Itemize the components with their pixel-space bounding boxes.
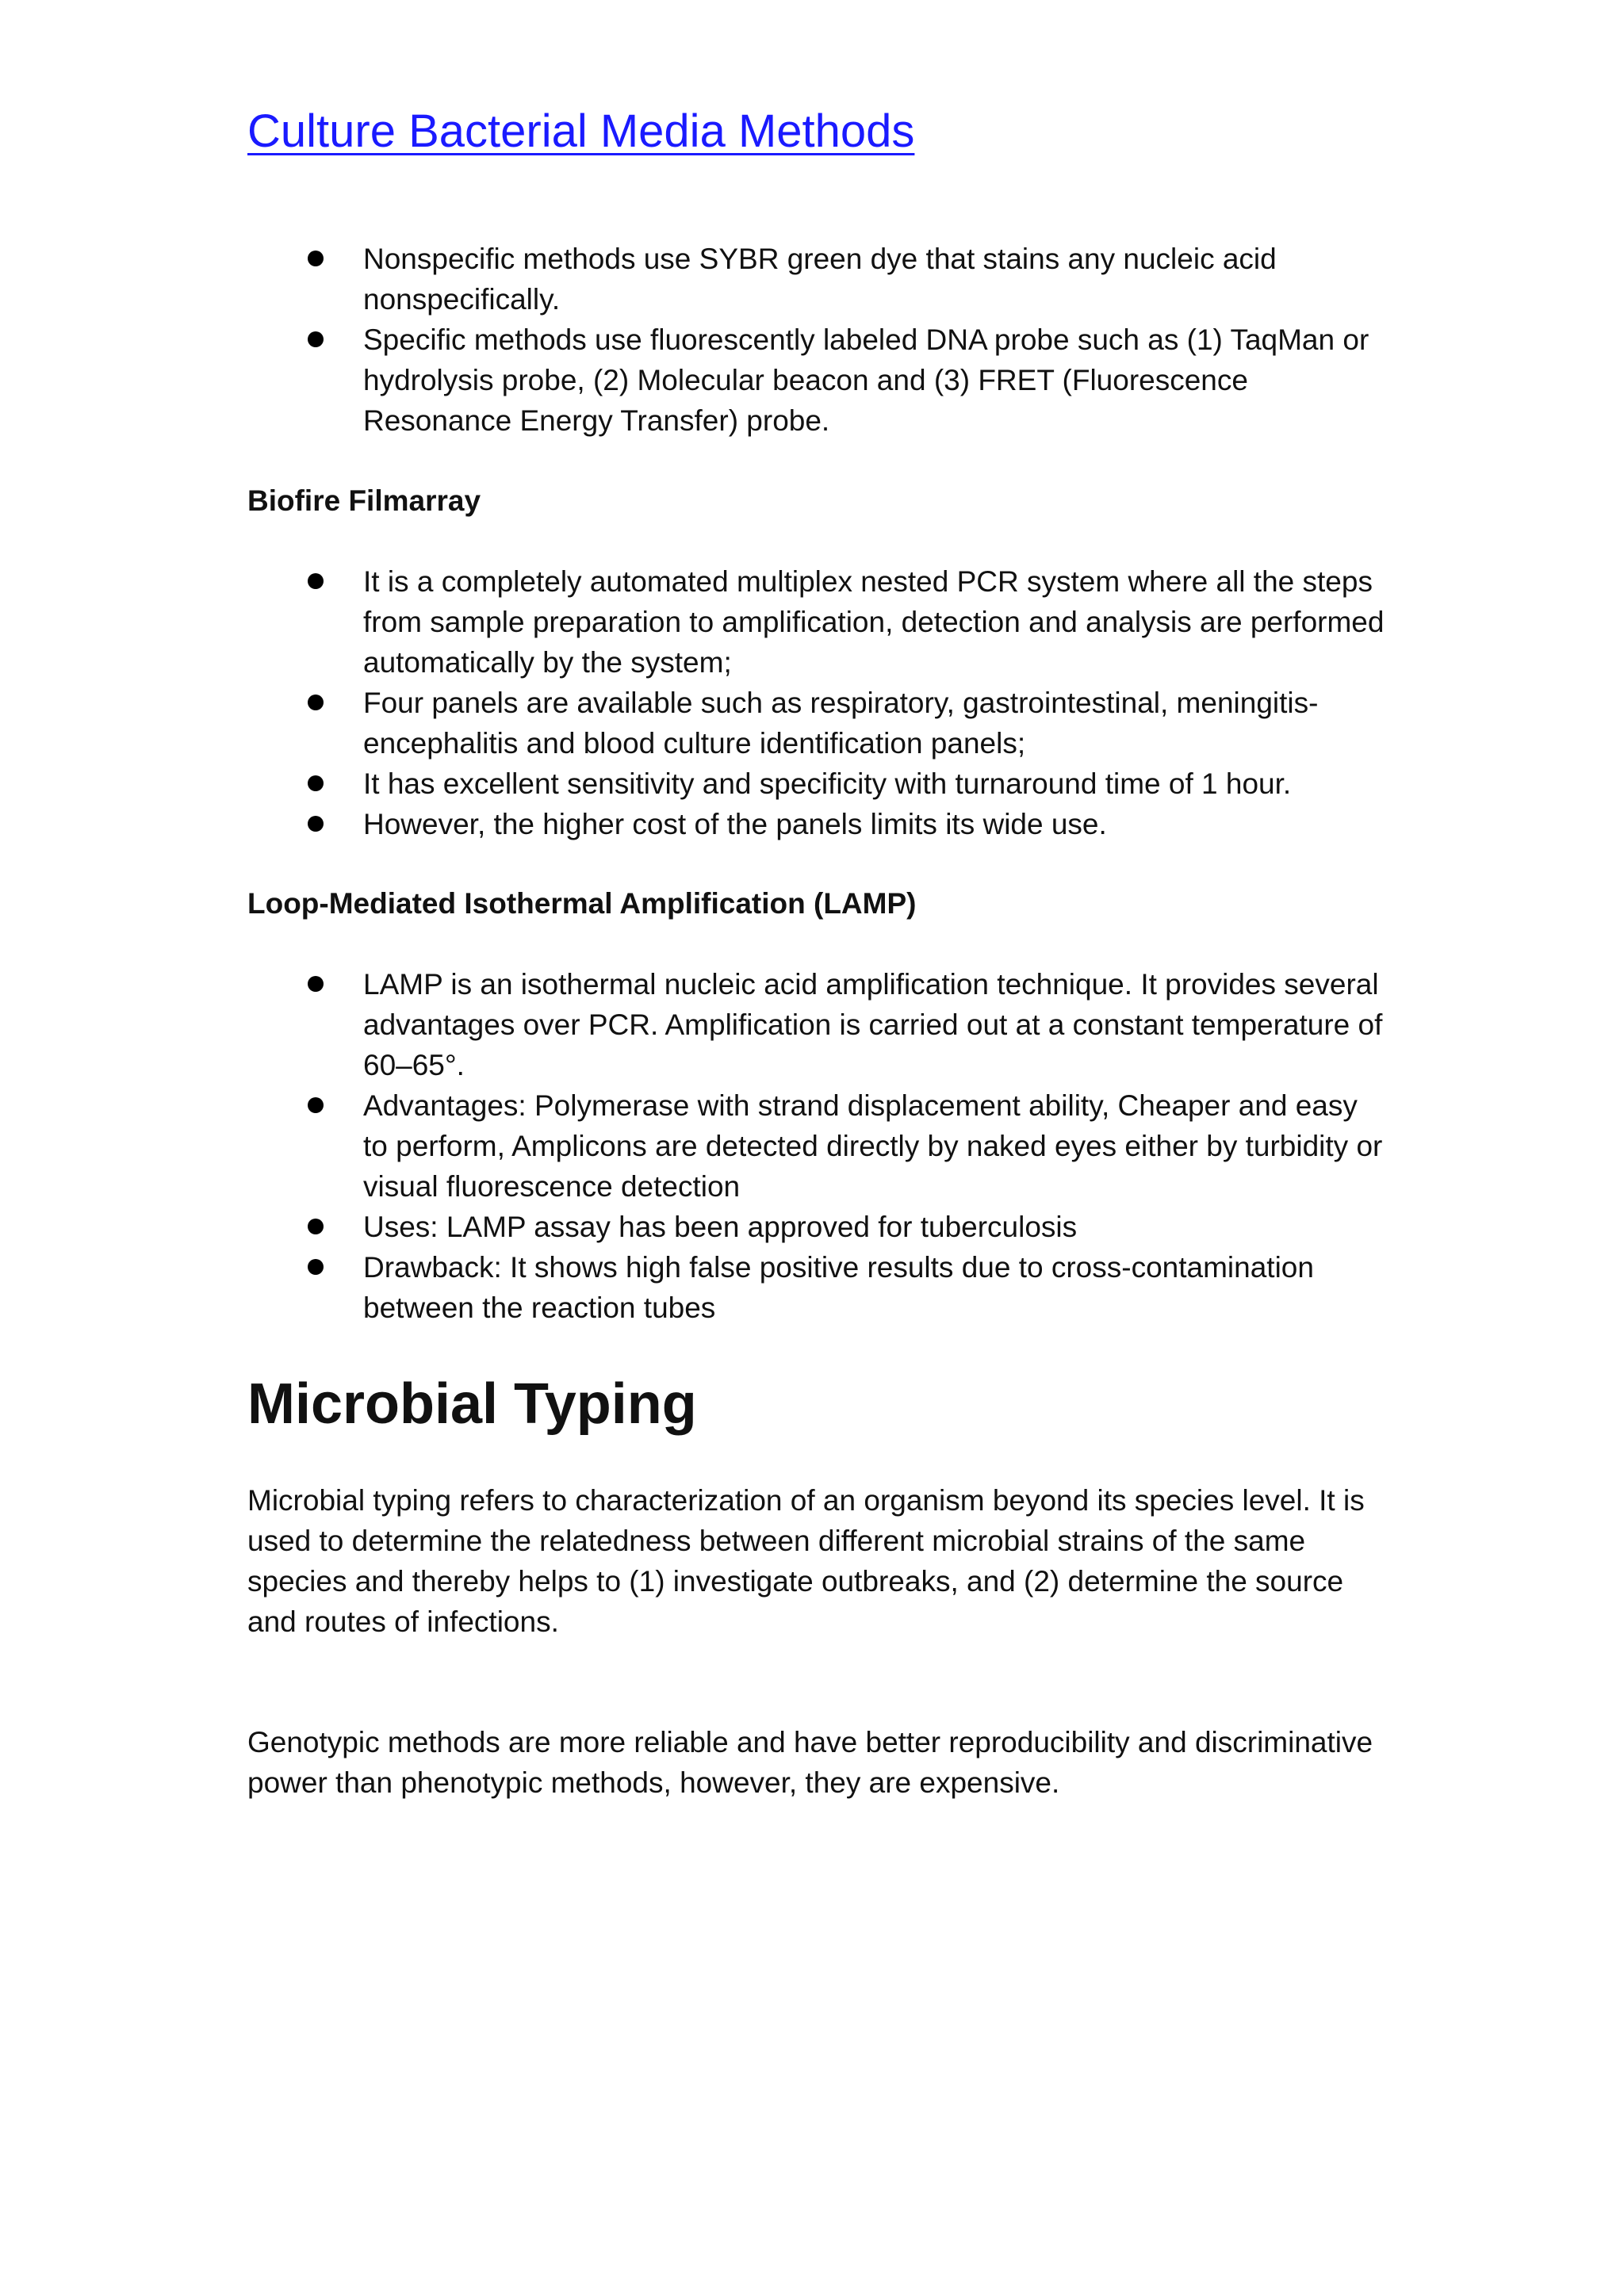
microbial-typing-heading: Microbial Typing: [247, 1372, 697, 1436]
bullet-icon: [308, 976, 324, 992]
list-item: [247, 320, 1386, 441]
bullet-icon: [308, 573, 324, 589]
lamp-list: [247, 964, 1386, 1328]
bullet-icon: [308, 251, 324, 266]
list-item-text: Four panels are available such as respiratory, gastrointestinal, meningitis-encephalitis and blood culture identification panels;: [363, 687, 1319, 760]
list-item-text: However, the higher cost of the panels limits its wide use.: [363, 808, 1107, 840]
list-item: [247, 763, 1386, 804]
genotypic-methods-paragraph: Genotypic methods are more reliable and have better reproducibility and discriminative power than phenotypic methods, however, they are expensive.: [247, 1726, 1373, 1799]
list-item: [247, 683, 1386, 763]
list-item-text: Nonspecific methods use SYBR green dye that stains any nucleic acid nonspecifically.: [363, 243, 1277, 316]
pcr-detection-list: [247, 239, 1386, 441]
list-item: [247, 239, 1386, 320]
biofire-list: [247, 561, 1386, 844]
title-link[interactable]: Culture Bacterial Media Methods: [247, 105, 915, 157]
bullet-icon: [308, 331, 324, 347]
list-item-text: It is a completely automated multiplex nested PCR system where all the steps from sample preparation to amplification, detection and analysis are performed automatically by the system;: [363, 565, 1385, 679]
list-item-text: Specific methods use fluorescently labeled DNA probe such as (1) TaqMan or hydrolysis probe, (2) Molecular beacon and (3) FRET (Fluorescence Resonance Energy Transfer) probe.: [363, 323, 1369, 437]
list-item: [247, 561, 1386, 683]
list-item-text: Advantages: Polymerase with strand displacement ability, Cheaper and easy to perform, Amplicons are detected directly by naked eyes either by turbidity or visual fluorescence detection: [363, 1089, 1383, 1203]
list-item-text: LAMP is an isothermal nucleic acid amplification technique. It provides several advantages over PCR. Amplification is carried out at a constant temperature of 60–65°.: [363, 968, 1383, 1081]
biofire-heading: Biofire Filmarray: [247, 484, 481, 517]
microbial-typing-paragraph: Microbial typing refers to characterization of an organism beyond its species level. It is used to determine the relatedness between different microbial strains of the same species and thereby helps to (1) investigate outbreaks, and (2) determine the source and routes of infections.: [247, 1484, 1365, 1638]
bullet-icon: [308, 695, 324, 710]
list-item-text: Uses: LAMP assay has been approved for tuberculosis: [363, 1211, 1078, 1243]
bullet-icon: [308, 775, 324, 791]
lamp-heading: Loop-Mediated Isothermal Amplification (LAMP): [247, 887, 917, 920]
list-item: [247, 1247, 1386, 1328]
list-item: [247, 1085, 1386, 1207]
list-item: [247, 1207, 1386, 1247]
bullet-icon: [308, 1219, 324, 1234]
bullet-icon: [308, 816, 324, 832]
bullet-icon: [308, 1259, 324, 1275]
list-item-text: It has excellent sensitivity and specificity with turnaround time of 1 hour.: [363, 767, 1292, 800]
bullet-icon: [308, 1097, 324, 1113]
list-item-text: Drawback: It shows high false positive results due to cross-contamination between the reaction tubes: [363, 1251, 1314, 1324]
list-item: [247, 804, 1386, 844]
list-item: [247, 964, 1386, 1085]
